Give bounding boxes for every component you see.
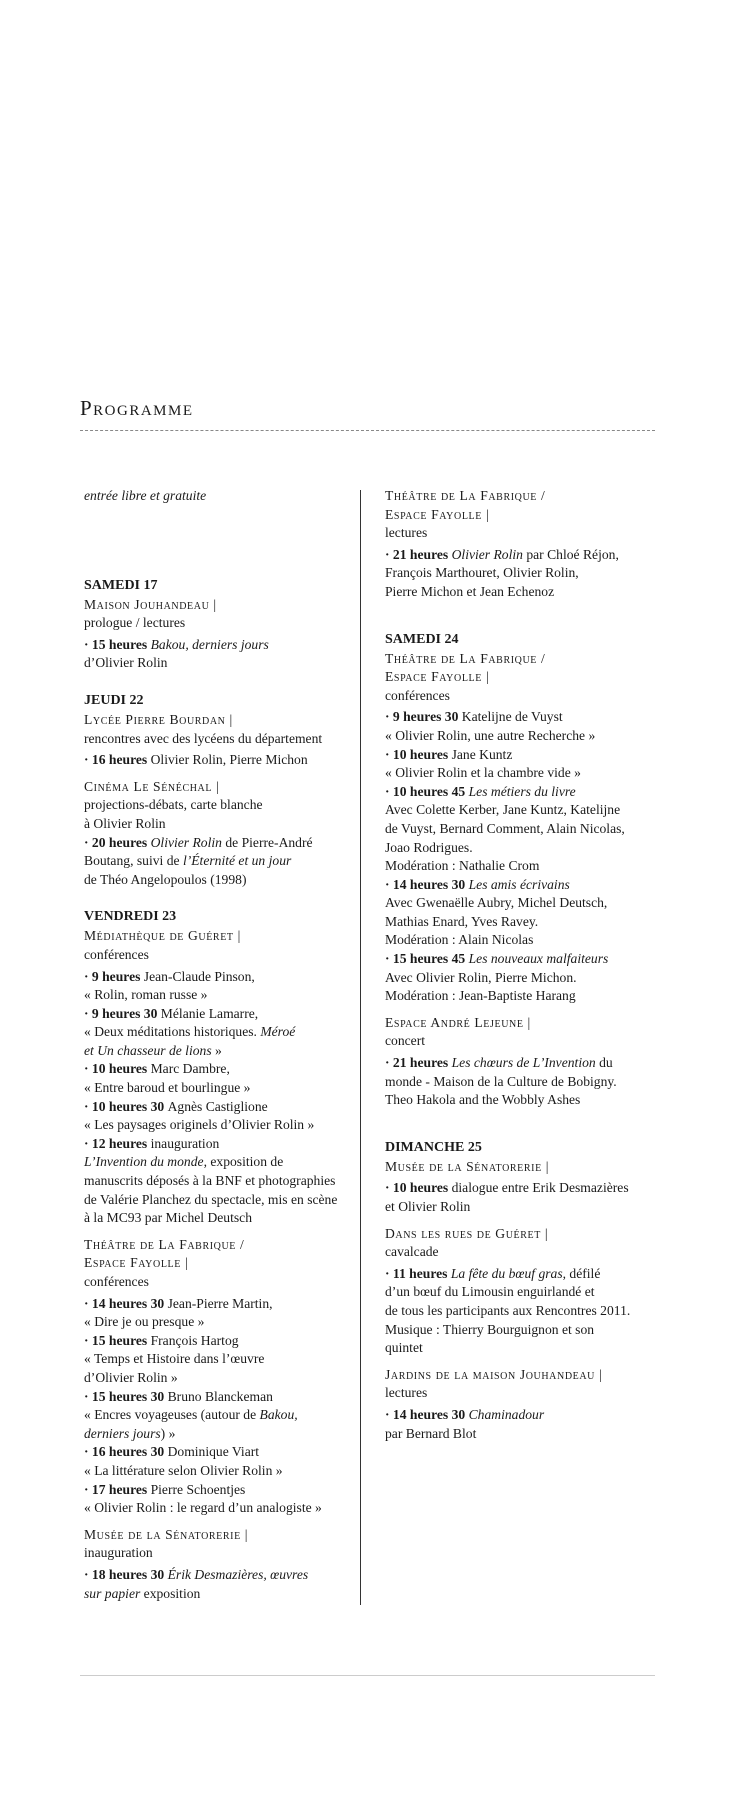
event-text: Jane Kuntz (451, 746, 513, 762)
day-heading: SAMEDI 17 (84, 577, 158, 593)
event-type: concert (385, 1033, 425, 1049)
event-text: Jean-Pierre Martin, (167, 1295, 273, 1311)
event-text: Modération : Alain Nicolas (385, 932, 534, 948)
event-text: « Temps et Histoire dans l’œuvre (84, 1351, 265, 1367)
event-type: projections-débats, carte blanche (84, 797, 263, 813)
event-text: « Olivier Rolin : le regard d’un analogiste » (84, 1500, 322, 1516)
event-time: · 14 heures 30 (385, 876, 469, 892)
event-text: Pierre Michon et Jean Echenoz (385, 583, 555, 599)
venue-name: Théâtre de La Fabrique / (385, 650, 546, 666)
venue-name: Dans les rues de Guéret | (385, 1225, 549, 1241)
event-text: « Les paysages originels d’Olivier Rolin » (84, 1117, 315, 1133)
event-time: · 9 heures 30 (84, 1005, 161, 1021)
event-text: Agnès Castiglione (167, 1098, 268, 1114)
event-text: d’Olivier Rolin » (84, 1369, 178, 1385)
event-text: manuscrits déposés à la BNF et photographies (84, 1173, 336, 1189)
event-time: · 14 heures 30 (84, 1295, 168, 1311)
venue-block (84, 596, 337, 673)
event-text: , défilé (562, 1265, 601, 1281)
venue-name: Jardins de la maison Jouhandeau | (385, 1366, 603, 1382)
day-heading: DIMANCHE 25 (385, 1139, 482, 1155)
event-item (385, 1179, 630, 1198)
work-title: derniers jours (84, 1425, 161, 1441)
day-heading: VENDREDI 23 (84, 909, 177, 925)
event-type: inauguration (84, 1545, 153, 1561)
event-time: · 12 heures (84, 1135, 151, 1151)
event-text: Olivier Rolin, Pierre Michon (150, 752, 308, 768)
day-heading: JEUDI 22 (84, 692, 144, 708)
event-item (84, 1135, 337, 1154)
event-text: Modération : Jean-Baptiste Harang (385, 988, 576, 1004)
event-line (84, 1191, 337, 1210)
event-item (84, 834, 337, 853)
work-title: Chaminadour (468, 1406, 545, 1422)
venue-name: Espace Fayolle | (385, 669, 490, 685)
event-text: Avec Colette Kerber, Jane Kuntz, Katelijne (385, 802, 621, 818)
event-item (84, 1005, 337, 1024)
event-text: de tous les participants aux Rencontres 2011. (385, 1302, 631, 1318)
event-text: Avec Gwenaëlle Aubry, Michel Deutsch, (385, 895, 608, 911)
work-title: sur papier (84, 1585, 141, 1601)
event-line (385, 727, 630, 746)
event-text: « Entre baroud et bourlingue » (84, 1080, 251, 1096)
event-line (385, 820, 630, 839)
event-time: · 10 heures (84, 1061, 151, 1077)
event-text: Boutang, suivi de (84, 853, 183, 869)
event-time: · 10 heures 30 (84, 1098, 168, 1114)
event-text: Theo Hakola and the Wobbly Ashes (385, 1092, 581, 1108)
event-time: · 18 heures 30 (84, 1566, 168, 1582)
event-item (385, 1054, 630, 1073)
event-item (385, 876, 630, 895)
event-time: · 10 heures (385, 746, 452, 762)
event-line (84, 1425, 337, 1444)
event-time: · 9 heures 30 (385, 709, 462, 725)
event-text: « Olivier Rolin et la chambre vide » (385, 765, 581, 781)
event-time: · 10 heures (385, 1180, 452, 1196)
event-text: « Rolin, roman russe » (84, 987, 208, 1003)
event-text: monde - Maison de la Culture de Bobigny. (385, 1073, 617, 1089)
event-text: par Chloé Réjon, (522, 546, 619, 562)
event-time: · 16 heures 30 (84, 1444, 168, 1460)
event-line (385, 801, 630, 820)
event-text: « Encres voyageuses (autour de (84, 1407, 260, 1423)
event-text: Musique : Thierry Bourguignon et son (385, 1321, 595, 1337)
venue-name: Lycée Pierre Bourdan | (84, 711, 233, 727)
event-line (84, 654, 337, 673)
venue-block (84, 1526, 337, 1603)
venue-block (385, 650, 630, 1006)
event-text: à la MC93 par Michel Deutsch (84, 1210, 252, 1226)
event-item (84, 751, 337, 770)
work-title: Olivier Rolin (150, 834, 222, 850)
event-line (385, 583, 630, 602)
event-time: · 15 heures 30 (84, 1388, 168, 1404)
work-title: Bakou, (259, 1407, 298, 1423)
event-text: quintet (385, 1340, 423, 1356)
event-text: et Olivier Rolin (385, 1199, 471, 1214)
venue-block (385, 487, 630, 602)
event-text: « La littérature selon Olivier Rolin » (84, 1462, 283, 1478)
event-type: prologue / lectures (84, 615, 186, 631)
work-title: l’Éternité et un jour (182, 853, 292, 869)
event-time: · 16 heures (84, 752, 151, 768)
venue-name: Espace André Lejeune | (385, 1014, 531, 1030)
event-type: conférences (84, 1274, 149, 1289)
page-title: Programme (80, 396, 194, 420)
event-line (385, 1198, 630, 1217)
event-text: d’Olivier Rolin (84, 655, 168, 671)
work-title: Les métiers du livre (468, 783, 576, 799)
venue-name: Théâtre de La Fabrique / (385, 488, 546, 503)
event-item (385, 1265, 630, 1284)
event-time: · 15 heures 45 (385, 951, 469, 967)
event-text: , exposition de (203, 1154, 284, 1170)
work-title: L’Invention du monde (84, 1154, 204, 1170)
event-line (385, 1321, 630, 1340)
event-text: de Valérie Planchez du spectacle, mis en scène (84, 1191, 338, 1207)
venue-name: Musée de la Sénatorerie | (385, 1158, 550, 1174)
event-item (385, 783, 630, 802)
event-text: Dominique Viart (167, 1444, 260, 1460)
event-line (84, 1499, 337, 1518)
event-item (84, 1566, 337, 1585)
event-text: Marc Dambre, (150, 1061, 230, 1077)
event-line (385, 1425, 630, 1444)
event-item (385, 950, 630, 969)
venue-block (84, 711, 337, 770)
event-text: Bruno Blanckeman (167, 1388, 273, 1404)
event-item (385, 546, 630, 565)
venue-name: Musée de la Sénatorerie | (84, 1526, 249, 1542)
venue-block (385, 1225, 630, 1358)
event-line (84, 1079, 337, 1098)
event-time: · 15 heures (84, 1332, 151, 1348)
venue-block (84, 927, 337, 1228)
event-text: du (595, 1055, 613, 1071)
work-title: Méroé (260, 1024, 296, 1040)
event-item (385, 746, 630, 765)
work-title: Les chœurs de L’Invention (451, 1055, 596, 1071)
event-line (84, 815, 337, 834)
venue-name: Espace Fayolle | (385, 506, 490, 522)
venue-name: Théâtre de La Fabrique / (84, 1236, 245, 1252)
event-line (84, 1462, 337, 1481)
event-item (84, 1388, 337, 1407)
venue-block (385, 1014, 630, 1110)
event-time: · 20 heures (84, 834, 151, 850)
venue-block (385, 1366, 630, 1443)
event-text: » (211, 1042, 222, 1058)
event-line (385, 1339, 630, 1358)
event-line (84, 1585, 337, 1604)
programme-column-left (84, 487, 337, 1603)
event-line (84, 1172, 337, 1191)
event-text: Jean-Claude Pinson, (143, 968, 255, 984)
event-type: rencontres avec des lycéens du département (84, 730, 323, 746)
event-text: Mathias Enard, Yves Ravey. (385, 913, 539, 929)
event-time: · 14 heures 30 (385, 1406, 469, 1422)
event-text: François Marthouret, Olivier Rolin, (385, 565, 579, 581)
event-line (84, 986, 337, 1005)
column-divider (360, 490, 361, 1605)
event-line (385, 839, 630, 858)
event-line (84, 1313, 337, 1332)
work-title: Les nouveaux malfaiteurs (468, 951, 609, 967)
event-line (84, 1116, 337, 1135)
event-line (385, 1302, 630, 1321)
event-item (84, 968, 337, 987)
event-line (84, 871, 337, 890)
event-line (84, 1350, 337, 1369)
event-line (385, 857, 630, 876)
event-text: d’un bœuf du Limousin enguirlandé et (385, 1284, 595, 1300)
event-line (385, 1091, 630, 1110)
programme-column-right (385, 487, 630, 1443)
event-text: Mélanie Lamarre, (160, 1005, 259, 1021)
event-line (385, 1283, 630, 1302)
event-type: lectures (385, 1385, 428, 1401)
event-text: « Dire je ou presque » (84, 1314, 205, 1330)
event-text: Katelijne de Vuyst (461, 709, 563, 725)
event-line (385, 894, 630, 913)
event-line (84, 1369, 337, 1388)
event-line (385, 969, 630, 988)
event-line (84, 1023, 337, 1042)
event-line (385, 913, 630, 932)
venue-name: Cinéma Le Sénéchal | (84, 778, 220, 794)
event-time: · 21 heures (385, 1055, 452, 1071)
work-title: Olivier Rolin (451, 546, 523, 562)
event-text: exposition (140, 1585, 201, 1601)
event-item (385, 1406, 630, 1425)
event-text: de Théo Angelopoulos (1998) (84, 871, 247, 887)
event-text: inauguration (150, 1135, 220, 1151)
event-line (84, 1406, 337, 1425)
work-title: Bakou, derniers jours (150, 636, 269, 652)
event-line (84, 852, 337, 871)
event-item (84, 1295, 337, 1314)
event-item (84, 1332, 337, 1351)
venue-name: Médiathèque de Guéret | (84, 928, 241, 944)
work-title: Les amis écrivains (468, 876, 570, 892)
venue-block (84, 1236, 337, 1518)
venue-block (84, 778, 337, 890)
event-text: « Deux méditations historiques. (84, 1024, 261, 1040)
event-item (84, 1481, 337, 1500)
venue-block (385, 1158, 630, 1217)
work-title: La fête du bœuf gras (450, 1265, 563, 1281)
event-line (385, 987, 630, 1006)
event-time: · 15 heures (84, 636, 151, 652)
event-line (84, 1153, 337, 1172)
event-text: François Hartog (150, 1332, 239, 1348)
event-text: Avec Olivier Rolin, Pierre Michon. (385, 969, 577, 985)
event-text: par Bernard Blot (385, 1425, 477, 1441)
event-type: lectures (385, 525, 428, 541)
venue-name: Espace Fayolle | (84, 1255, 189, 1271)
event-line (385, 931, 630, 950)
event-type: conférences (84, 946, 149, 962)
venue-name: Maison Jouhandeau | (84, 596, 217, 612)
event-time: · 10 heures 45 (385, 783, 469, 799)
event-item (84, 1098, 337, 1117)
event-text: ) » (160, 1425, 176, 1441)
event-item (385, 708, 630, 727)
event-text: Modération : Nathalie Crom (385, 858, 540, 874)
title-divider (80, 430, 655, 431)
event-item (84, 1060, 337, 1079)
event-time: · 9 heures (84, 968, 144, 984)
day-heading: SAMEDI 24 (385, 631, 459, 647)
event-text: « Olivier Rolin, une autre Recherche » (385, 727, 596, 743)
event-line (385, 764, 630, 783)
bottom-divider (80, 1675, 655, 1676)
event-time: · 11 heures (385, 1265, 451, 1281)
event-item (84, 636, 337, 655)
event-type: conférences (385, 687, 450, 703)
event-line (84, 1042, 337, 1061)
event-type: cavalcade (385, 1244, 439, 1260)
event-time: · 17 heures (84, 1481, 151, 1497)
event-text: de Vuyst, Bernard Comment, Alain Nicolas, (385, 820, 625, 836)
work-title: Érik Desmazières, œuvres (167, 1566, 309, 1582)
event-item (84, 1443, 337, 1462)
event-line (385, 564, 630, 583)
event-text: à Olivier Rolin (84, 815, 166, 831)
event-line (84, 1209, 337, 1228)
event-time: · 21 heures (385, 546, 452, 562)
event-text: Pierre Schoentjes (150, 1481, 246, 1497)
event-text: de Pierre-André (221, 834, 313, 850)
event-text: dialogue entre Erik Desmazières (451, 1180, 629, 1196)
event-line (385, 1073, 630, 1092)
work-title: et Un chasseur de lions (84, 1042, 212, 1058)
intro-note: entrée libre et gratuite (84, 488, 207, 503)
event-text: Joao Rodrigues. (385, 839, 473, 855)
